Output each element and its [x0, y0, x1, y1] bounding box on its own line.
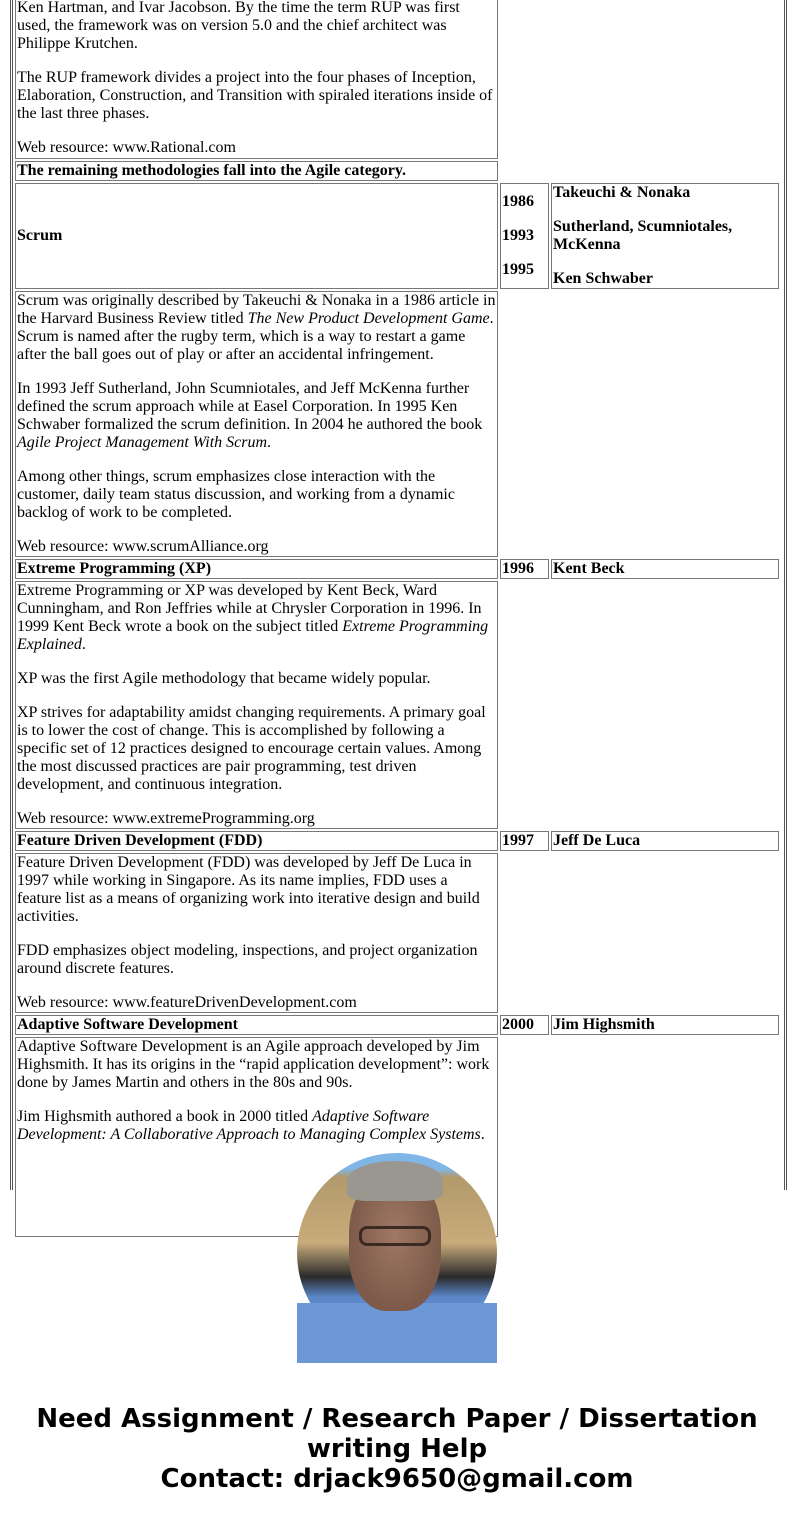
footer-line-help: Need Assignment / Research Paper / Dissertation writing Help [36, 1404, 758, 1464]
asd-title: Adaptive Software Development [15, 1015, 498, 1035]
fdd-year: 1997 [500, 831, 549, 851]
xp-author: Kent Beck [551, 559, 779, 579]
author: Takeuchi & Nonaka [553, 184, 691, 201]
methodology-table [15, 0, 779, 1237]
book-title: Adaptive Software Development: A Collaborative Approach to Managing Complex Systems [17, 1108, 481, 1143]
rup-paragraph: Ken Hartman, and Ivar Jacobson. By the time the term RUP was first used, the framework was on version 5.0 and the chief architect was Philippe Krutchen. [17, 0, 460, 52]
scrum-description-row [15, 291, 779, 557]
text: . [81, 636, 86, 653]
xp-paragraph [17, 582, 496, 654]
fdd-author: Jeff De Luca [551, 831, 779, 851]
text: Jim Highsmith authored a book in 2000 titled [17, 1108, 313, 1125]
scrum-paragraph: Among other things, scrum emphasizes close interaction with the customer, daily team status discussion, and working from a dynamic backlog of work to be completed. [17, 468, 455, 521]
rup-description-row [15, 0, 779, 159]
xp-description-cell [15, 581, 498, 829]
asd-paragraph [17, 1108, 496, 1144]
book-title: Agile Project Management With Scrum [17, 434, 268, 451]
scrum-paragraph [17, 292, 496, 364]
book-title: The New Product Development Game [247, 310, 490, 327]
fdd-description-cell [15, 853, 498, 1013]
year: 1995 [502, 261, 534, 278]
footer-contact-email: Contact: drjack9650@gmail.com [160, 1464, 634, 1494]
agile-note: The remaining methodologies fall into the Agile category. [15, 161, 498, 181]
agile-note-row [15, 161, 779, 181]
rup-paragraph: The RUP framework divides a project into the four phases of Inception, Elaboration, Construction, and Transition with spiraled iterations inside of the last three phases. [17, 69, 493, 122]
rup-web-resource: Web resource: www.Rational.com [17, 139, 236, 156]
scrum-title [15, 183, 498, 289]
text: . [267, 434, 272, 451]
fdd-title: Feature Driven Development (FDD) [15, 831, 498, 851]
asd-header-row [15, 1015, 779, 1035]
fdd-header-row [15, 831, 779, 851]
text: Extreme Programming or XP was developed by Kent Beck, Ward Cunningham, and Ron Jeffries while at Chrysler Corporation in 1996. In 1999 Kent Beck wrote a book on the subject titled [17, 582, 482, 635]
text: . [480, 1126, 485, 1143]
photo-glasses [359, 1226, 431, 1246]
scrum-header-row [15, 183, 779, 289]
xp-paragraph: XP strives for adaptability amidst changing requirements. A primary goal is to lower the cost of change. This is accomplished by following a specific set of 12 practices designed to encourage certain values. Among the most discussed practices are pair programming, test driven development, and continuous integration. [17, 704, 486, 793]
year: 1986 [502, 193, 534, 210]
xp-title: Extreme Programming (XP) [15, 559, 498, 579]
asd-paragraph: Adaptive Software Development is an Agile approach developed by Jim Highsmith. It has its origins in the “rapid application development”: work done by James Martin and others in the 80s and 90s. [17, 1038, 490, 1091]
scrum-paragraph [17, 380, 496, 452]
scrum-years [500, 183, 549, 289]
scrum-title-text: Scrum [17, 227, 63, 244]
photo-hair [347, 1161, 443, 1201]
asd-year: 2000 [500, 1015, 549, 1035]
text: . Scrum is named after the rugby term, which is a way to restart a game after the ball goes out of play or after an accidental infringement. [17, 310, 494, 363]
text: Scrum was originally described by Takeuchi & Nonaka in a 1986 article in the Harvard Business Review titled [17, 292, 496, 327]
author: Sutherland, Scumniotales, McKenna [553, 218, 733, 253]
photo-shirt [297, 1303, 497, 1363]
xp-description-row [15, 581, 779, 829]
scrum-web-resource: Web resource: www.scrumAlliance.org [17, 538, 269, 555]
xp-header-row [15, 559, 779, 579]
rup-description-cell [15, 0, 498, 159]
xp-paragraph: XP was the first Agile methodology that became widely popular. [17, 670, 431, 687]
fdd-description-row [15, 853, 779, 1013]
asd-author: Jim Highsmith [551, 1015, 779, 1035]
footer-promo [0, 1404, 794, 1494]
book-title: Extreme Programming Explained [17, 618, 489, 653]
author-photo [297, 1153, 497, 1353]
text: In 1993 Jeff Sutherland, John Scumniotales, and Jeff McKenna further defined the scrum approach while at Easel Corporation. In 1995 Ken Schwaber formalized the scrum definition. In 2004 he authored the book [17, 380, 483, 433]
fdd-web-resource: Web resource: www.featureDrivenDevelopment.com [17, 994, 357, 1011]
xp-year: 1996 [500, 559, 549, 579]
scrum-authors [551, 183, 779, 289]
fdd-paragraph: Feature Driven Development (FDD) was developed by Jeff De Luca in 1997 while working in Singapore. As its name implies, FDD uses a feature list as a means of organizing work into iterative design and build activities. [17, 854, 480, 925]
xp-web-resource: Web resource: www.extremeProgramming.org [17, 810, 315, 827]
scrum-description-cell [15, 291, 498, 557]
fdd-paragraph: FDD emphasizes object modeling, inspections, and project organization around discrete features. [17, 942, 478, 977]
author: Ken Schwaber [553, 270, 653, 287]
year: 1993 [502, 227, 534, 244]
